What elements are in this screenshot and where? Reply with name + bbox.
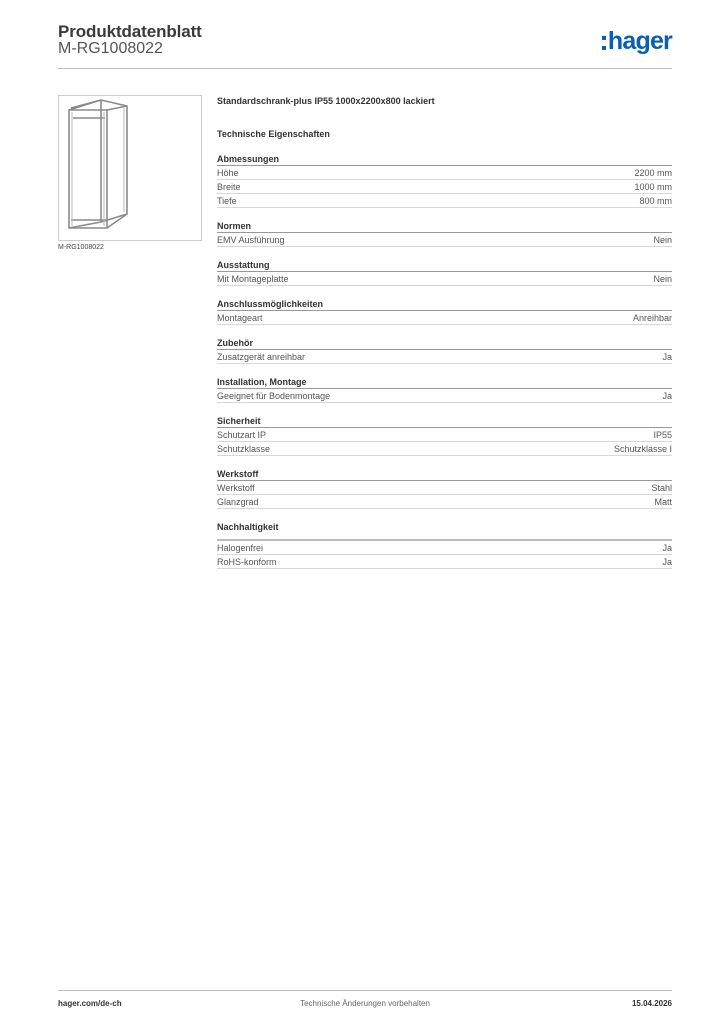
property-value: 800 mm	[639, 196, 672, 206]
property-label: Montageart	[217, 313, 263, 323]
property-section	[217, 259, 672, 286]
property-value: Matt	[654, 497, 672, 507]
property-label: RoHS-konform	[217, 557, 277, 567]
section-title: Installation, Montage	[217, 376, 672, 389]
property-label: Schutzklasse	[217, 444, 271, 454]
section-title: Ausstattung	[217, 259, 672, 272]
property-section	[217, 415, 672, 456]
section-title: Werkstoff	[217, 468, 672, 481]
property-value: Stahl	[651, 483, 672, 493]
property-row	[217, 481, 672, 495]
image-caption: M-RG1008022	[58, 244, 104, 251]
section-title: Anschlussmöglichkeiten	[217, 298, 672, 311]
product-title: Standardschrank-plus IP55 1000x2200x800 lackiert	[217, 96, 435, 106]
property-value: Schutzklasse I	[613, 444, 672, 454]
property-label: Glanzgrad	[217, 497, 259, 507]
property-row	[217, 555, 672, 569]
product-image	[58, 95, 202, 241]
property-section	[217, 153, 672, 208]
property-value: 2200 mm	[634, 168, 672, 178]
property-row	[217, 350, 672, 364]
section-title: Normen	[217, 220, 672, 233]
section-title: Zubehör	[217, 337, 672, 350]
property-label: Werkstoff	[217, 483, 255, 493]
property-value: Anreihbar	[632, 313, 672, 323]
property-label: EMV Ausführung	[217, 235, 285, 245]
section-title: Sicherheit	[217, 415, 672, 428]
property-row	[217, 272, 672, 286]
property-value: 1000 mm	[634, 182, 672, 192]
property-section	[217, 337, 672, 364]
hager-logo	[602, 28, 672, 54]
property-label: Zusatzgerät anreihbar	[217, 352, 306, 362]
property-value: Ja	[662, 543, 672, 553]
property-section	[217, 468, 672, 509]
property-label: Mit Montageplatte	[217, 274, 289, 284]
property-label: Schutzart IP	[217, 430, 267, 440]
product-details	[217, 94, 672, 569]
property-section	[217, 376, 672, 403]
property-value: Ja	[662, 557, 672, 567]
property-row	[217, 233, 672, 247]
property-row	[217, 495, 672, 509]
property-row	[217, 166, 672, 180]
property-value: Ja	[662, 391, 672, 401]
article-number: M-RG1008022	[58, 40, 163, 57]
header-divider	[58, 68, 672, 69]
footer-divider	[58, 990, 672, 991]
property-section	[217, 220, 672, 247]
section-title: Abmessungen	[217, 153, 672, 166]
footer-disclaimer: Technische Änderungen vorbehalten	[300, 999, 430, 1008]
property-row	[217, 194, 672, 208]
property-label: Breite	[217, 182, 241, 192]
property-row	[217, 428, 672, 442]
property-row	[217, 180, 672, 194]
properties-list	[217, 153, 672, 569]
property-section	[217, 298, 672, 325]
page-header	[58, 22, 672, 70]
document-title: Produktdatenblatt	[58, 22, 202, 41]
page-footer	[58, 990, 672, 1014]
property-section	[217, 521, 672, 569]
section-title: Nachhaltigkeit	[217, 521, 672, 541]
property-label: Höhe	[217, 168, 239, 178]
property-value: Ja	[662, 352, 672, 362]
property-value: Nein	[653, 235, 672, 245]
property-value: Nein	[653, 274, 672, 284]
cabinet-frame-icon	[59, 96, 201, 240]
logo-colon-mark	[602, 36, 606, 50]
property-row	[217, 541, 672, 555]
property-row	[217, 311, 672, 325]
property-label: Tiefe	[217, 196, 237, 206]
property-row	[217, 442, 672, 456]
logo-text: hager	[607, 27, 672, 55]
properties-heading: Technische Eigenschaften	[217, 129, 330, 139]
footer-date: 15.04.2026	[631, 999, 672, 1008]
property-row	[217, 389, 672, 403]
property-label: Halogenfrei	[217, 543, 264, 553]
property-value: IP55	[653, 430, 672, 440]
footer-website: hager.com/de-ch	[58, 999, 122, 1008]
property-label: Geeignet für Bodenmontage	[217, 391, 331, 401]
